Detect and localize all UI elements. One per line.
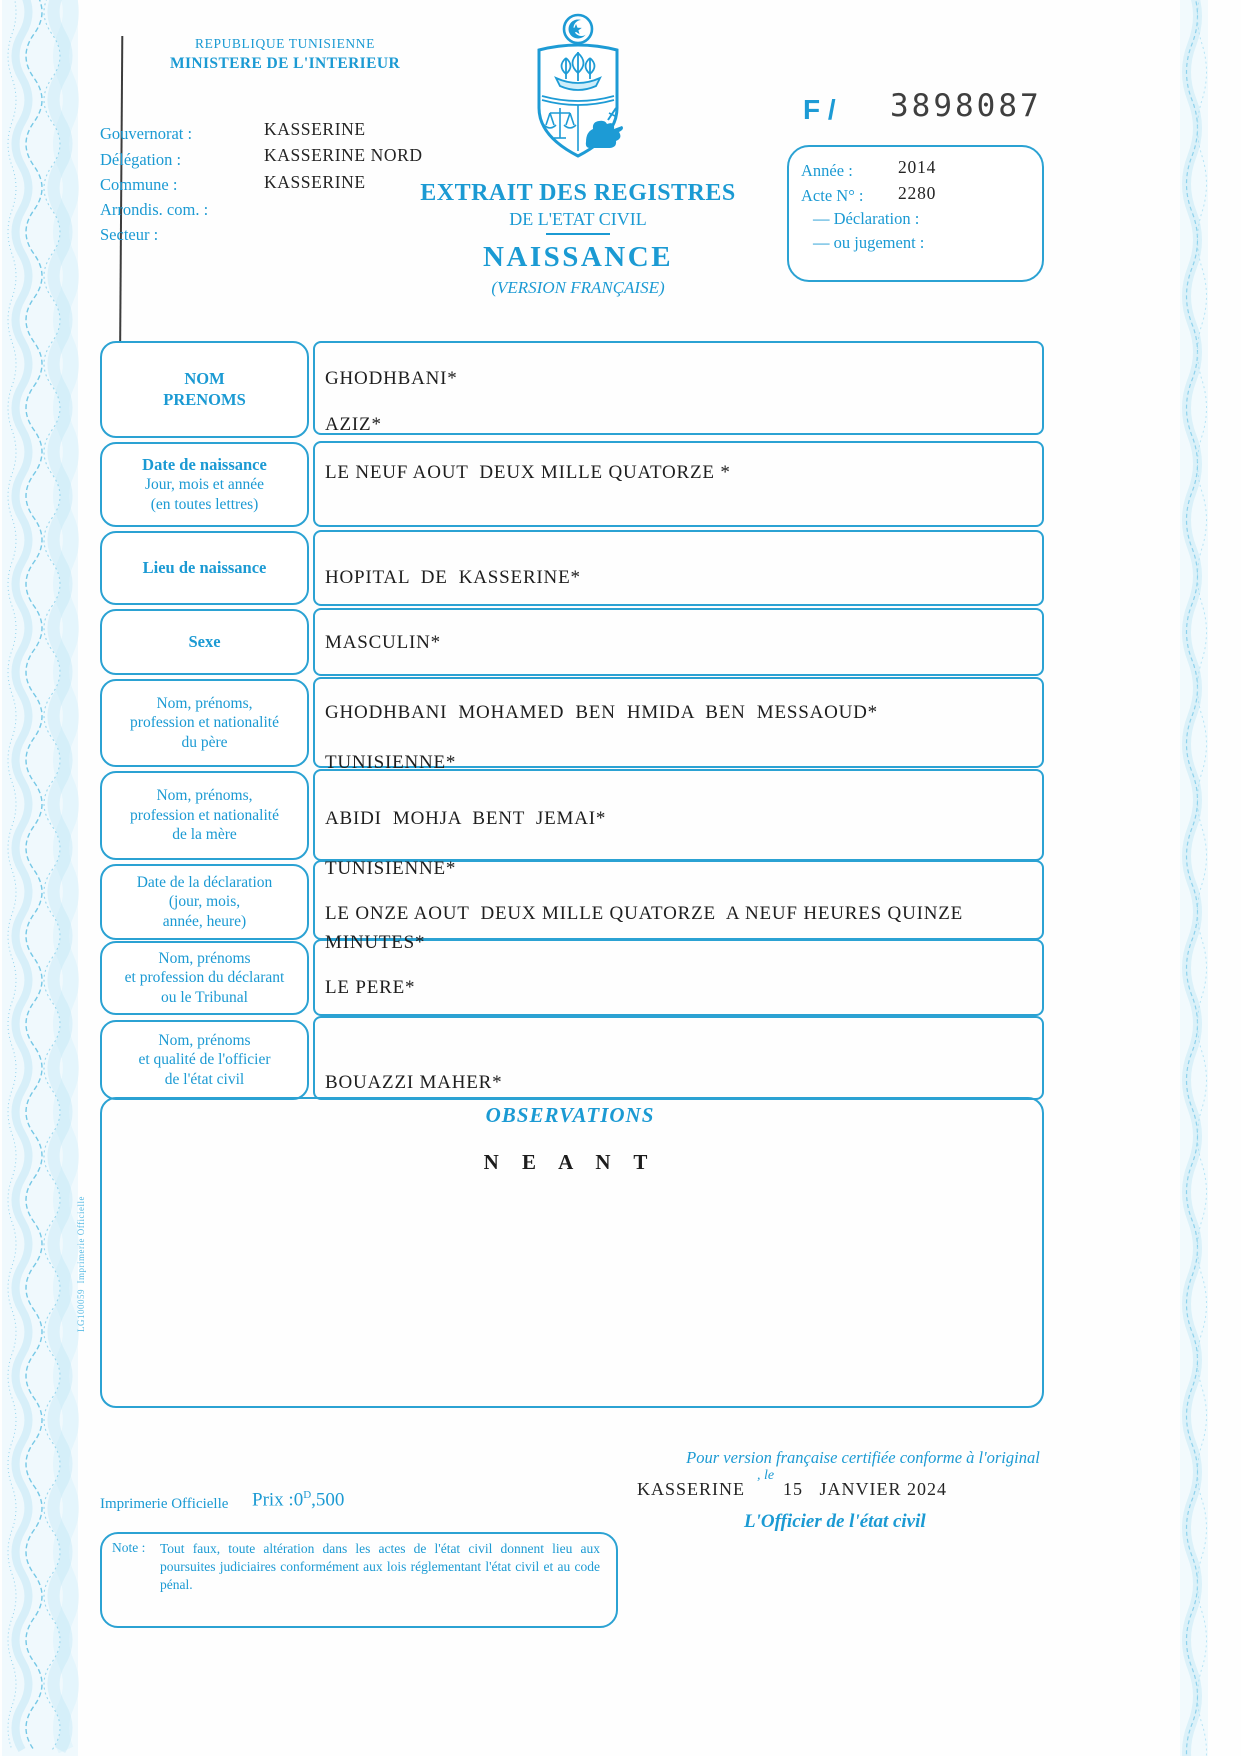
field-label-date-declaration (100, 864, 309, 940)
label-line: (en toutes lettres) (150, 495, 259, 513)
label-line: et qualité de l'officier (138, 1051, 271, 1069)
field-label-pere (100, 679, 309, 767)
serial-number: 3898087 (890, 88, 1042, 124)
gouvernorat-value: KASSERINE (264, 119, 366, 139)
observations-value: N E A N T (483, 1150, 657, 1174)
value-date-declaration: LE ONZE AOUT DEUX MILLE QUATORZE A NEUF HEURES QUINZE (325, 903, 964, 924)
label-line: Nom, prénoms (158, 949, 251, 967)
prix-prefix: Prix :0 (252, 1489, 304, 1511)
title-naissance: NAISSANCE (482, 241, 674, 273)
value-officier: BOUAZZI MAHER* (325, 1072, 503, 1093)
value-declarant: LE PERE* (325, 977, 416, 998)
gouvernorat-label: Gouvernorat : (100, 124, 193, 143)
label-line: Date de naissance (142, 454, 267, 474)
field-label-sexe (100, 609, 309, 675)
observations-box (100, 1097, 1044, 1408)
value-pere: GHODHBANI MOHAMED BEN HMIDA BEN MESSAOUD* (325, 702, 878, 723)
label-line: Lieu de naissance (142, 557, 267, 577)
title-extrait: EXTRAIT DES REGISTRES (420, 180, 736, 206)
title-etat-civil: DE L'ETAT CIVIL (509, 209, 647, 229)
label-line: profession et nationalité (130, 714, 279, 732)
label-line: Date de la déclaration (136, 873, 273, 891)
declaration-label: — Déclaration : (813, 209, 920, 228)
field-label-mere (100, 771, 309, 860)
observations-title: OBSERVATIONS (485, 1103, 655, 1127)
field-label-officier (100, 1020, 309, 1100)
value-mere: ABIDI MOHJA BENT JEMAI* (325, 808, 607, 829)
label-line: profession et nationalité (130, 806, 279, 824)
label-line: de la mère (172, 826, 237, 844)
le-label: , le (757, 1468, 775, 1483)
value-lieu-naissance: HOPITAL DE KASSERINE* (325, 567, 581, 588)
value-date-declaration-suite: MINUTES* (325, 932, 426, 953)
acte-num-value: 2280 (898, 183, 937, 203)
label-line: (jour, mois, (168, 893, 241, 911)
label-line: Nom, prénoms, (156, 694, 253, 712)
value-date-naissance: LE NEUF AOUT DEUX MILLE QUATORZE * (325, 462, 731, 483)
value-mere-nationalite: TUNISIENNE* (325, 858, 457, 879)
label-line: Nom, prénoms (158, 1031, 251, 1049)
field-label-date-naissance (100, 442, 309, 527)
left-guilloche-band (0, 0, 82, 1756)
delegation-label: Délégation : (100, 150, 182, 169)
value-nom: GHODHBANI* (325, 368, 458, 389)
place-value: KASSERINE (637, 1479, 746, 1499)
field-label-declarant (100, 941, 309, 1015)
date-value: 15 JANVIER 2024 (783, 1479, 947, 1499)
officer-signature-label: L'Officier de l'état civil (744, 1511, 926, 1532)
label-line: du père (181, 733, 228, 751)
label-line: Nom, prénoms, (156, 787, 253, 805)
label-line: NOM (184, 368, 225, 388)
commune-label: Commune : (100, 175, 178, 194)
label-line: Jour, mois et année (144, 476, 265, 494)
title-underline (546, 233, 610, 235)
label-line: année, heure) (162, 912, 247, 930)
jugement-label: — ou jugement : (813, 233, 925, 252)
prix-suffix: ,500 (311, 1489, 345, 1511)
title-version: (VERSION FRANÇAISE) (491, 278, 665, 297)
secteur-label: Secteur : (100, 225, 159, 244)
value-pere-nationalite: TUNISIENNE* (325, 752, 457, 773)
delegation-value: KASSERINE NORD (264, 145, 423, 165)
ministry-title: MINISTERE DE L'INTERIEUR (169, 55, 401, 72)
field-label-lieu-naissance (100, 531, 309, 605)
print-code-vertical: LG100059 Imprimerie Officielle (76, 1195, 86, 1332)
certification-line: Pour version française certifiée conforme à l'original (686, 1448, 1040, 1467)
label-line: de l'état civil (164, 1070, 245, 1088)
commune-value: KASSERINE (264, 172, 366, 192)
label-line: et profession du déclarant (124, 969, 285, 987)
prix-label (252, 1489, 344, 1511)
label-line: PRENOMS (163, 389, 246, 409)
prix-sup: D (303, 1489, 312, 1501)
annee-value: 2014 (898, 157, 937, 177)
label-line: ou le Tribunal (161, 988, 248, 1006)
arrondis-label: Arrondis. com. : (100, 200, 209, 219)
header-ministry-block (140, 36, 430, 73)
value-sexe: MASCULIN* (325, 632, 441, 653)
label-line: Sexe (188, 631, 221, 651)
note-text: Tout faux, toute altération dans les actes de l'état civil donnent lieu aux poursuites judiciaires conformément aux lois réglementant l'état civil et au code pénal. (160, 1541, 600, 1593)
acte-num-label: Acte N° : (801, 186, 864, 205)
right-guilloche-band (1176, 0, 1212, 1756)
annee-label: Année : (801, 161, 853, 180)
imprimerie-label: Imprimerie Officielle (100, 1496, 229, 1512)
field-value-box-date-naissance (313, 441, 1044, 527)
note-label: Note : (112, 1540, 146, 1555)
serial-prefix: F / (803, 94, 836, 125)
document-title-block (398, 180, 758, 298)
republic-title: REPUBLIQUE TUNISIENNE (195, 36, 375, 51)
field-label-nom-prenoms (100, 341, 309, 438)
value-prenom: AZIZ* (325, 414, 382, 435)
tunisia-coat-of-arms (526, 8, 630, 168)
